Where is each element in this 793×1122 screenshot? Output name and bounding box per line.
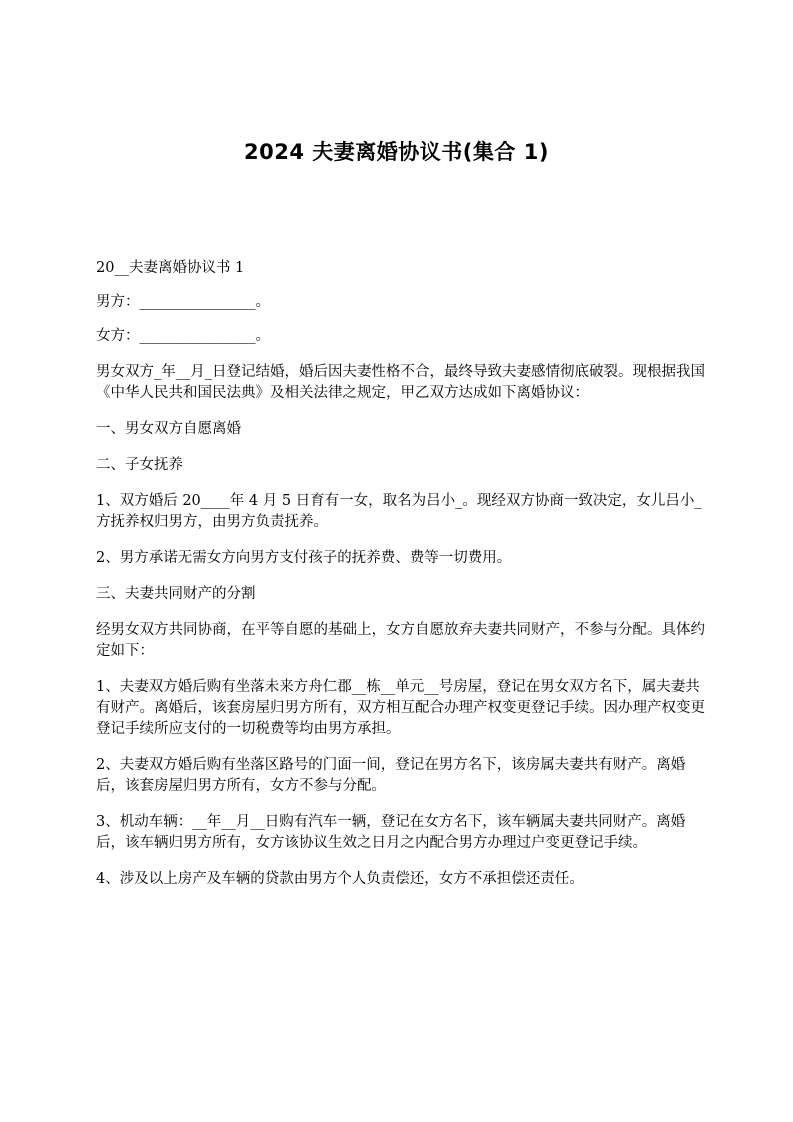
- property-intro: 经男女双方共同协商，在平等自愿的基础上，女方自愿放弃夫妻共同财产，不参与分配。具体约定如下：: [96, 622, 705, 659]
- property-clause-4: 4、涉及以上房产及车辆的贷款由男方个人负责偿还，女方不承担偿还责任。: [96, 871, 584, 887]
- property-clause-3: 3、机动车辆：__年__月__日购有汽车一辆，登记在女方名下，该车辆属夫妻共同财产。离婚后，该车辆归男方所有，女方该协议生效之日月之内配合男方办理过户变更登记手续。: [96, 814, 686, 851]
- child-clause-2: 2、男方承诺无需女方向男方支付孩子的抚养费、费等一切费用。: [96, 550, 512, 566]
- agreement-subtitle: 20__夫妻离婚协议书 1: [96, 260, 245, 276]
- female-party-line: 女方：________________。: [96, 328, 270, 344]
- property-clause-1: 1、夫妻双方婚后购有坐落未来方舟仁郡__栋__单元__号房屋，登记在男女双方名下，属夫妻共有财产。离婚后，该套房屋归男方所有，双方相互配合办理产权变更登记手续。因办理产权变更登记手续所应支付的一切税费等均由男方承担。: [96, 679, 705, 737]
- section-heading-divorce: 一、男女双方自愿离婚: [96, 421, 241, 437]
- section-heading-child: 二、子女抚养: [96, 457, 183, 473]
- property-clause-2: 2、夫妻双方婚后购有坐落区路号的门面一间，登记在男方名下，该房属夫妻共有财产。离婚后，该套房屋归男方所有，女方不参与分配。: [96, 757, 686, 794]
- document-title: 2024 夫妻离婚协议书(集合 1): [244, 140, 549, 164]
- document-body: [96, 258, 708, 905]
- section-heading-property: 三、夫妻共同财产的分割: [96, 586, 256, 602]
- intro-paragraph: 男女双方_年__月_日登记结婚，婚后因夫妻性格不合，最终导致夫妻感情彻底破裂。现根据我国《中华人民共和国民法典》及相关法律之规定，甲乙双方达成如下离婚协议：: [96, 364, 705, 401]
- male-party-line: 男方：________________。: [96, 294, 270, 310]
- child-clause-1: 1、双方婚后 20____年 4 月 5 日育有一女，取名为吕小_。现经双方协商一致决定，女儿吕小_方抚养权归男方，由男方负责抚养。: [96, 493, 702, 530]
